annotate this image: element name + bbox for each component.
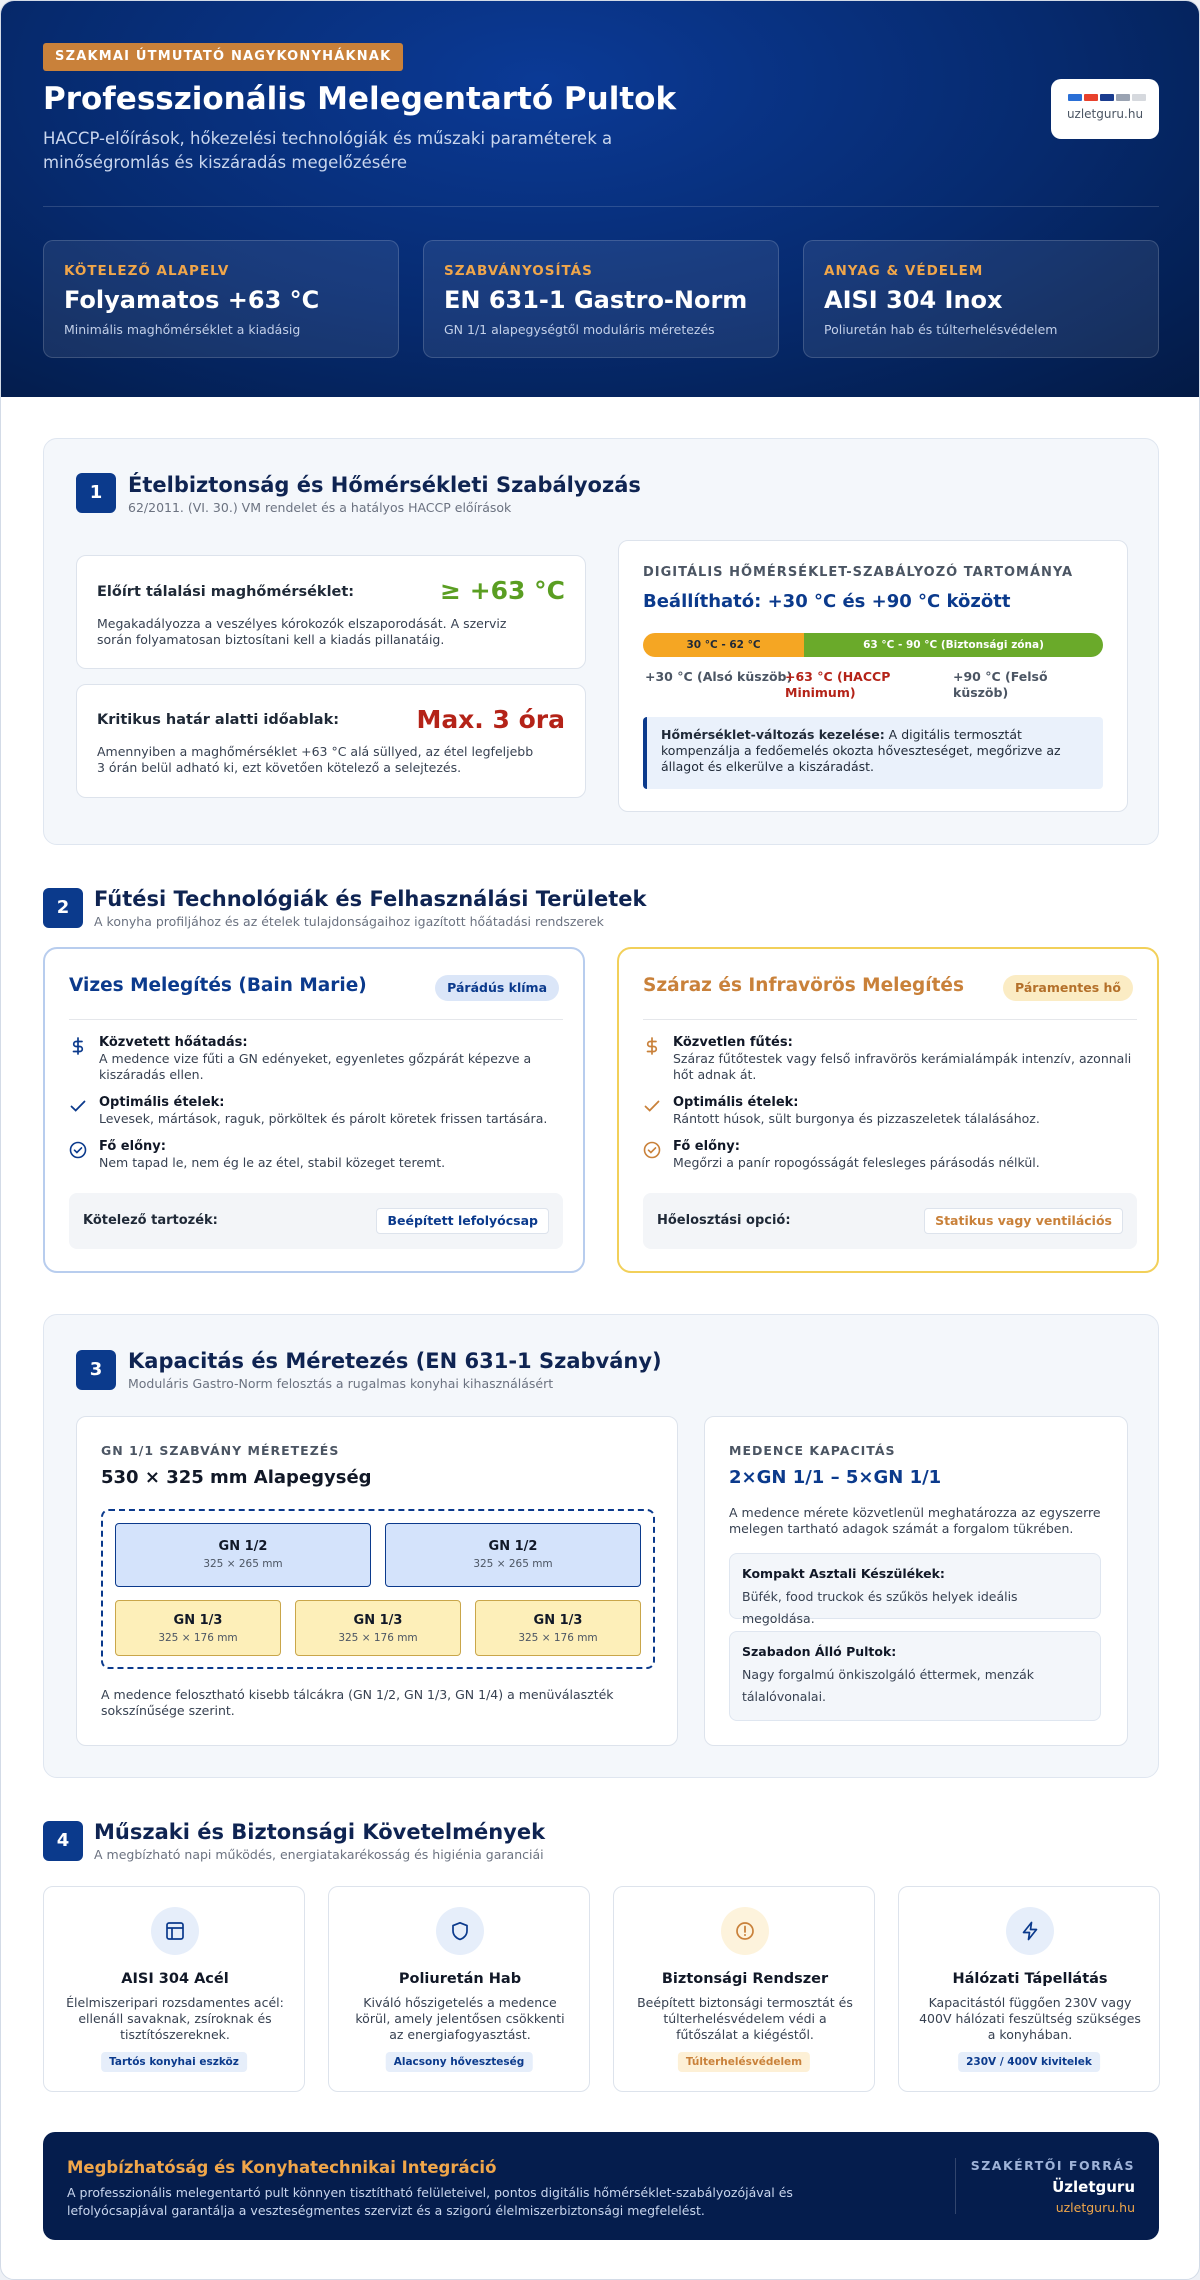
gn-half-tray <box>385 1523 641 1587</box>
section-number: 4 <box>43 1821 83 1861</box>
spec-desc: Élelmiszeripari rozsdamentes acél: ellenáll savaknak, zsíroknak és tisztítószereknek. <box>66 1995 284 2042</box>
req-label: Kötelező tartozék: <box>83 1213 218 1228</box>
gn-name: GN 1/3 <box>173 1613 223 1628</box>
feature-text: A medence vize fűti a GN edényeket, egyenletes gőzpárát képezve a kiszáradás ellen. <box>99 1051 532 1082</box>
heating-title: Száraz és Infravörös Melegítés <box>643 975 964 996</box>
feature-label: Közvetlen fűtés: <box>673 1035 793 1050</box>
rule-value: Max. 3 óra <box>416 705 565 734</box>
feature-label: Fő előny: <box>673 1139 740 1154</box>
gn-sizing-card <box>76 1416 678 1746</box>
divider <box>69 1019 563 1020</box>
spec-icon-wrap <box>151 1907 199 1955</box>
capacity-value: 2×GN 1/1 – 5×GN 1/1 <box>729 1467 942 1488</box>
spec-badge: 230V / 400V kivitelek <box>958 2052 1100 2072</box>
source-name: Üzletguru <box>1052 2178 1135 2196</box>
capacity-item-compact <box>729 1553 1101 1626</box>
feature-text: Száraz fűtőtestek vagy felső infravörös kerámialámpák intenzív, azonnali hőt adnak át. <box>673 1051 1132 1082</box>
footer-banner <box>43 2132 1159 2240</box>
spec-title: Poliuretán Hab <box>398 1971 522 1987</box>
note-heading: Hőmérséklet-változás kezelése: <box>661 727 885 742</box>
feature-label: Optimális ételek: <box>673 1095 799 1110</box>
gn-size: 325 × 176 mm <box>338 1632 418 1644</box>
hero-card-value: EN 631-1 Gastro-Norm <box>444 286 748 314</box>
feature-label: Fő előny: <box>99 1139 166 1154</box>
spec-icon-wrap <box>436 1907 484 1955</box>
spec-icon-wrap <box>1006 1907 1054 1955</box>
gn-size: 325 × 176 mm <box>518 1632 598 1644</box>
section-capacity <box>43 1314 1159 1778</box>
gn-caption: A medence felosztható kisebb tálcákra (GN 1/2, GN 1/3, GN 1/4) a menüválaszték sokszínűsége szerint. <box>101 1687 614 1718</box>
section-number: 1 <box>76 473 116 513</box>
hero-banner <box>1 1 1200 397</box>
thermostat-range: Beállítható: +30 °C és +90 °C között <box>643 591 1011 612</box>
gn-size: 325 × 265 mm <box>473 1558 553 1570</box>
spec-card-foam <box>328 1886 590 2092</box>
section-title: Ételbiztonság és Hőmérsékleti Szabályozás <box>128 473 641 497</box>
check-icon <box>643 1097 661 1115</box>
rule-desc: Amennyiben a maghőmérséklet +63 °C alá süllyed, az étel legfeljebb 3 órán belül adható ki, ezt követően kötelező a selejtezés. <box>97 744 534 775</box>
capacity-item-label: Szabadon Álló Pultok: <box>742 1644 897 1659</box>
temperature-range-bar <box>643 633 1103 657</box>
footer-desc: A professzionális melegentartó pult könnyen tisztítható felületeivel, pontos digitális hőmérséklet-szabályozójával és lefolyócsapjával garantálja a veszteségmentes szervizt és a szigorú élelmiszerbiztonsági megfelelést. <box>67 2185 793 2218</box>
feature-text: Rántott húsok, sült burgonya és pizzaszeletek tálalásához. <box>673 1111 1040 1126</box>
feature-text: Nem tapad le, nem ég le az étel, stabil közeget teremt. <box>99 1155 446 1170</box>
brand-badge[interactable] <box>1051 79 1159 139</box>
gn-layout-diagram <box>101 1509 655 1669</box>
alert-circle-icon <box>735 1921 755 1941</box>
hero-card-label: SZABVÁNYOSÍTÁS <box>444 263 593 279</box>
gn-size: 325 × 176 mm <box>158 1632 238 1644</box>
rule-card-time-window <box>76 684 586 798</box>
layout-icon <box>165 1921 185 1941</box>
hero-card-desc: GN 1/1 alapegységtől moduláris méretezés <box>444 322 715 337</box>
section-subtitle: Moduláris Gastro-Norm felosztás a rugalmas konyhai kihasználásért <box>128 1376 554 1391</box>
spec-title: Biztonsági Rendszer <box>661 1971 829 1987</box>
footer-divider <box>955 2158 956 2214</box>
spec-card-steel <box>43 1886 305 2092</box>
spec-title: AISI 304 Acél <box>121 1971 229 1987</box>
dollar-icon <box>643 1037 661 1055</box>
page-title: Professzionális Melegentartó Pultok <box>43 81 677 117</box>
source-label: SZAKÉRTŐI FORRÁS <box>970 2158 1135 2173</box>
gn-name: GN 1/2 <box>488 1539 538 1554</box>
capacity-item-label: Kompakt Asztali Készülékek: <box>742 1566 945 1581</box>
capacity-card <box>704 1416 1128 1746</box>
gn-size: 325 × 265 mm <box>203 1558 283 1570</box>
required-accessory <box>69 1193 563 1249</box>
hero-card-label: KÖTELEZŐ ALAPELV <box>64 263 230 279</box>
rule-label: Kritikus határ alatti időablak: <box>97 712 340 728</box>
rule-card-serving-temp <box>76 555 586 669</box>
capacity-item-standalone <box>729 1631 1101 1721</box>
shield-icon <box>450 1921 470 1941</box>
check-circle-icon <box>643 1141 661 1159</box>
req-label: Hőelosztási opció: <box>657 1213 791 1228</box>
rule-label: Előírt tálalási maghőmérséklet: <box>97 584 355 600</box>
range-segment-safe: 63 °C - 90 °C (Biztonsági zóna) <box>804 633 1103 657</box>
section-food-safety <box>43 438 1159 845</box>
spec-badge: Tartós konyhai eszköz <box>101 2052 247 2072</box>
section-number: 2 <box>43 888 83 928</box>
range-mark-haccp: +63 °C (HACCP Minimum) <box>785 669 891 700</box>
req-value: Beépített lefolyócsap <box>376 1208 549 1234</box>
hero-card-principle <box>43 240 399 358</box>
range-segment-low: 30 °C - 62 °C <box>643 633 804 657</box>
range-mark-high: +90 °C (Felső küszöb) <box>953 669 1048 700</box>
hero-card-material <box>803 240 1159 358</box>
spec-title: Hálózati Tápellátás <box>952 1971 1108 1987</box>
thermostat-label: DIGITÁLIS HŐMÉRSÉKLET-SZABÁLYOZÓ TARTOMÁNYA <box>643 565 1074 580</box>
heat-distribution-option <box>643 1193 1137 1249</box>
heating-card-dry <box>617 947 1159 1273</box>
spec-badge: Túlterhelésvédelem <box>678 2052 810 2072</box>
rule-desc: Megakadályozza a veszélyes kórokozók elszaporodását. A szerviz során folyamatosan biztosítani kell a kiadás pillanatáig. <box>97 616 507 647</box>
hero-tag: SZAKMAI ÚTMUTATÓ NAGYKONYHÁKNAK <box>43 43 403 71</box>
section-title: Fűtési Technológiák és Felhasználási Területek <box>94 887 647 911</box>
payment-cards-icon <box>1068 94 1146 101</box>
hero-card-desc: Minimális maghőmérséklet a kiadásig <box>64 322 301 337</box>
hero-card-standard <box>423 240 779 358</box>
feature-label: Közvetett hőátadás: <box>99 1035 248 1050</box>
digital-thermostat-card <box>618 540 1128 812</box>
hero-divider <box>43 206 1159 207</box>
spec-desc: Kapacitástól függően 230V vagy 400V hálózati feszültség szükséges a konyhában. <box>919 1995 1141 2042</box>
spec-card-power <box>898 1886 1160 2092</box>
gn-third-tray <box>115 1600 281 1656</box>
req-value: Statikus vagy ventilációs <box>924 1208 1123 1234</box>
source-link[interactable]: uzletguru.hu <box>1055 2200 1135 2215</box>
hero-card-label: ANYAG & VÉDELEM <box>824 263 984 279</box>
section-number: 3 <box>76 1350 116 1390</box>
page-subtitle: HACCP-előírások, hőkezelési technológiák és műszaki paraméterek a minőségromlás és kiszáradás megelőzésére <box>43 129 613 172</box>
gn-third-tray <box>475 1600 641 1656</box>
gn-name: GN 1/3 <box>533 1613 583 1628</box>
capacity-item-text: Nagy forgalmú önkiszolgáló éttermek, menzák tálalóvonalai. <box>742 1667 1034 1704</box>
heating-card-wet <box>43 947 585 1273</box>
check-icon <box>69 1097 87 1115</box>
gn-half-tray <box>115 1523 371 1587</box>
gn-value: 530 × 325 mm Alapegység <box>101 1467 372 1488</box>
spec-card-safety <box>613 1886 875 2092</box>
note-text: A digitális termosztát kompenzálja a fedőemelés okozta hőveszteséget, megőrizve az állagot és elkerülve a kiszáradást. <box>661 727 1061 774</box>
spec-desc: Beépített biztonsági termosztát és túlterhelésvédelem védi a fűtőszálat a kiégéstől. <box>637 1995 853 2042</box>
divider <box>643 1019 1137 1020</box>
feature-label: Optimális ételek: <box>99 1095 225 1110</box>
check-circle-icon <box>69 1141 87 1159</box>
spec-desc: Kiváló hőszigetelés a medence körül, amely jelentősen csökkenti az energiafogyasztást. <box>355 1995 565 2042</box>
feature-text: Levesek, mártások, raguk, pörköltek és párolt köretek frissen tartására. <box>99 1111 548 1126</box>
capacity-desc: A medence mérete közvetlenül meghatározza az egyszerre melegen tartható adagok számát a forgalom tükrében. <box>729 1505 1101 1536</box>
heating-pill: Páramentes hő <box>1003 975 1133 1001</box>
heating-title: Vizes Melegítés (Bain Marie) <box>69 975 367 996</box>
spec-icon-wrap <box>721 1907 769 1955</box>
capacity-item-text: Büfék, food truckok és szűkös helyek ideális megoldása. <box>742 1589 1018 1626</box>
footer-title: Megbízhatóság és Konyhatechnikai Integráció <box>67 2158 497 2177</box>
gn-name: GN 1/3 <box>353 1613 403 1628</box>
section-subtitle: A konyha profiljához és az ételek tulajdonságaihoz igazított hőátadási rendszerek <box>94 914 604 929</box>
gn-name: GN 1/2 <box>218 1539 268 1554</box>
section-subtitle: A megbízható napi működés, energiatakarékosság és higiénia garanciái <box>94 1847 544 1862</box>
capacity-label: MEDENCE KAPACITÁS <box>729 1443 896 1458</box>
brand-site: uzletguru.hu <box>1066 107 1144 121</box>
gn-third-tray <box>295 1600 461 1656</box>
hero-card-value: Folyamatos +63 °C <box>64 286 320 314</box>
gn-label: GN 1/1 SZABVÁNY MÉRETEZÉS <box>101 1443 340 1458</box>
range-mark-low: +30 °C (Alsó küszöb) <box>645 669 793 684</box>
section-title: Kapacitás és Méretezés (EN 631-1 Szabvány) <box>128 1349 662 1373</box>
lightning-icon <box>1020 1921 1040 1941</box>
hero-card-desc: Poliuretán hab és túlterhelésvédelem <box>824 322 1058 337</box>
thermostat-note <box>643 717 1103 789</box>
heating-pill: Párádús klíma <box>435 975 559 1001</box>
hero-card-value: AISI 304 Inox <box>824 286 1003 314</box>
feature-text: Megőrzi a panír ropogósságát felesleges párásodás nélkül. <box>673 1155 1040 1170</box>
section-subtitle: 62/2011. (VI. 30.) VM rendelet és a hatályos HACCP előírások <box>128 500 512 515</box>
rule-value: ≥ +63 °C <box>440 576 565 605</box>
section-title: Műszaki és Biztonsági Követelmények <box>94 1820 546 1844</box>
dollar-icon <box>69 1037 87 1055</box>
spec-badge: Alacsony hőveszteség <box>386 2052 533 2072</box>
